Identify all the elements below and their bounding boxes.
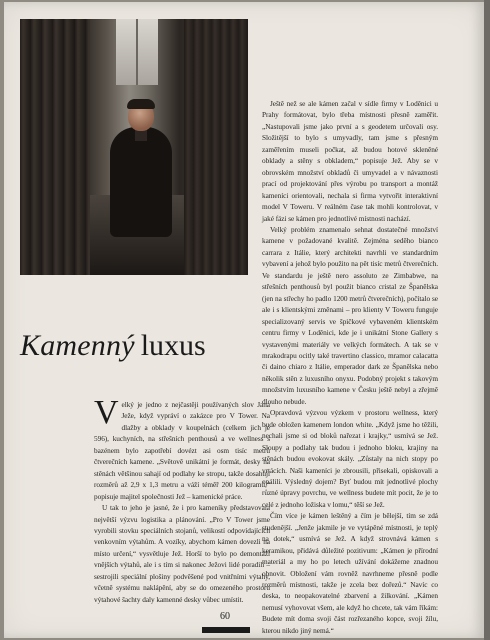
left-column xyxy=(94,394,270,605)
magazine-page xyxy=(4,2,484,638)
right-paragraph-4: Čím více je kámen leštěný a čím je bělejší, tím se zdá studenější. „Jenže jakmile je ve vytápěné místnosti, je teplý na dotek,“ usmívá se Jež. A když strovnává kámen s keramikou, přidává důležité pozitivum: „Kámen je přírodní materiál a my ho po letech užívání dokážeme znadnou obnovit. Obložení vám rovněž navrhneme přesně podle rozměrů místnosti, takže je zcela bez dořezů.“ Navíc co deska, to neopakovatelné zbarvení a žilkování. „Kámen nemusí vyhovovat všem, ale když ho chcete, tak vám říkám: Budete mít doma svoji část rozřezaného kopce, svoji žílu, kterou nikdo jiný nemá.“ xyxy=(262,511,438,635)
man-hair xyxy=(127,99,155,109)
left-paragraph-2: U tak to jeho je jasné, že i pro kameníky představovala největší výzvu logistika a plánování. „Pro V Tower jsme vyrobili stovku speciálních stojanů, velikostí odpovídajících venkovním výtahům. A vozíky, abychom kámen dovezli na místo určení,“ vysvětluje Jež. Horší to bylo po demontáži vnějších výtahů, ale i s tím si nakonec Ježovi lidé poradili – sestrojili speciální plošiny podvěšené pod vnitřními výtahy, včetně systému naklápění, aby se do omezeného prostoru výtahové šachty daly kamenné desky vůbec umístit. xyxy=(94,503,270,604)
page-number: 60 xyxy=(220,611,230,622)
right-paragraph-1: Ještě než se ale kámen začal v sídle firmy v Loděnici u Prahy formátovat, bylo třeba místnosti přesně zaměřit. „Nastupovali jsme jako první a s geodetem určovali osy. Složitější to bylo s umyvadly, tam jsme s přesným zaměřením museli počkat, až budou hotové skleněné obklady a stěny s obkladem,“ popisuje Jež. Aby se v obrovském množství obkladů či umyvadel a v návaznosti prací od projektování přes výrobu po transport a montáž kameníci orientovali, nechala si firma vytvořit interaktivní model V Toweru. V reálném čase tak mohli kontrolovat, v jaké fázi se kámen pro jednotlivé místnosti nachází. xyxy=(262,99,438,223)
page-bar xyxy=(202,627,250,633)
headline-italic: Kamenný xyxy=(20,329,135,362)
drop-cap: V xyxy=(94,394,119,431)
left-paragraph-1-text: elký je jedno z nejčastěji používaných slov Jana Ježe, když vypráví o zakázce pro V Tower. Na dlažby a obklady v koupelnách (celkem jich je 596), kuchyních, na střešních penthousů a ve wellness s bazénem bylo zapotřebí dovézt asi osm tisíc metrů čtverečních kamene. „Světově unikátní je formát, desky na stěnách většinou sahají od podlahy ke stropu, takže dosahují rozměrů až 2,9 x 1,3 metru a váží téměř 200 kilogramů,“ popisuje majitel společnosti Jež – kamenické práce. xyxy=(94,400,270,501)
man-figure xyxy=(110,127,172,237)
right-paragraph-2: Velký problém znamenalo sehnat dostatečné množství kamene v požadované kvalitě. Zejména seděho bianco carrara z Itálie, který architekti navrhli ve standardním vybavení a jehož bylo použito na pět tisíc metrů čtverečních. Ve standardu je ještě nero assoluto ze Zimbabwe, na střešních penthousů byl použit bianco cristal ze Španělska (jen na střechy ho padlo 1200 metrů čtverečních), počítalo se ale i s klientskými změnami – pro klienty V Toweru funguje specializovaný servis ve špičkové vybaveném klientském centru firmy v Loděnici, kde je i unikátní Stone Gallery s vystavenými materiály ve velkých formátech. A tak se v mrakodrapu ocitly také travertino classico, mramor calacatta či daino chiaro z Itálie, emperador dark ze Španělska nebo několik stěn z luxusního onyxu. Podobný projekt s takovým množstvím luxusního kamene v Česku ještě nebyl a zřejmě dlouho nebude. xyxy=(262,224,438,406)
article-headline xyxy=(20,329,206,369)
headline-roman: luxus xyxy=(140,329,206,362)
right-paragraph-3: Opravdová výzvou výzkem v prostoru wellness, který bude obložen kamenem london white. „Když jsme ho těžili, nechali jsme si od bloků nařezat i krajky,“ usmívá se Jež. Sloupy a podlahy tak budou i jednoho bloku, krajiny na stěnách budou evokovat skály. „Zůstaly na nich stopy po vrtácích. Naši kameníci je zbrousili, přisekali, opiskovali a opálili. Výsledný dojem? Byť budou mít jednotlivé plochy různé úpravy povrchu, ve wellness budete mít pocit, že je to celé z jednoho ložiska v lomu,“ těší se Jež. xyxy=(262,408,438,509)
portrait-photo xyxy=(20,19,248,275)
window-light xyxy=(116,19,158,85)
stone-slab-right xyxy=(184,19,248,275)
right-column xyxy=(262,98,438,636)
stone-slab-left xyxy=(20,19,90,275)
background-edge xyxy=(484,0,490,640)
left-paragraph-1 xyxy=(94,394,270,502)
